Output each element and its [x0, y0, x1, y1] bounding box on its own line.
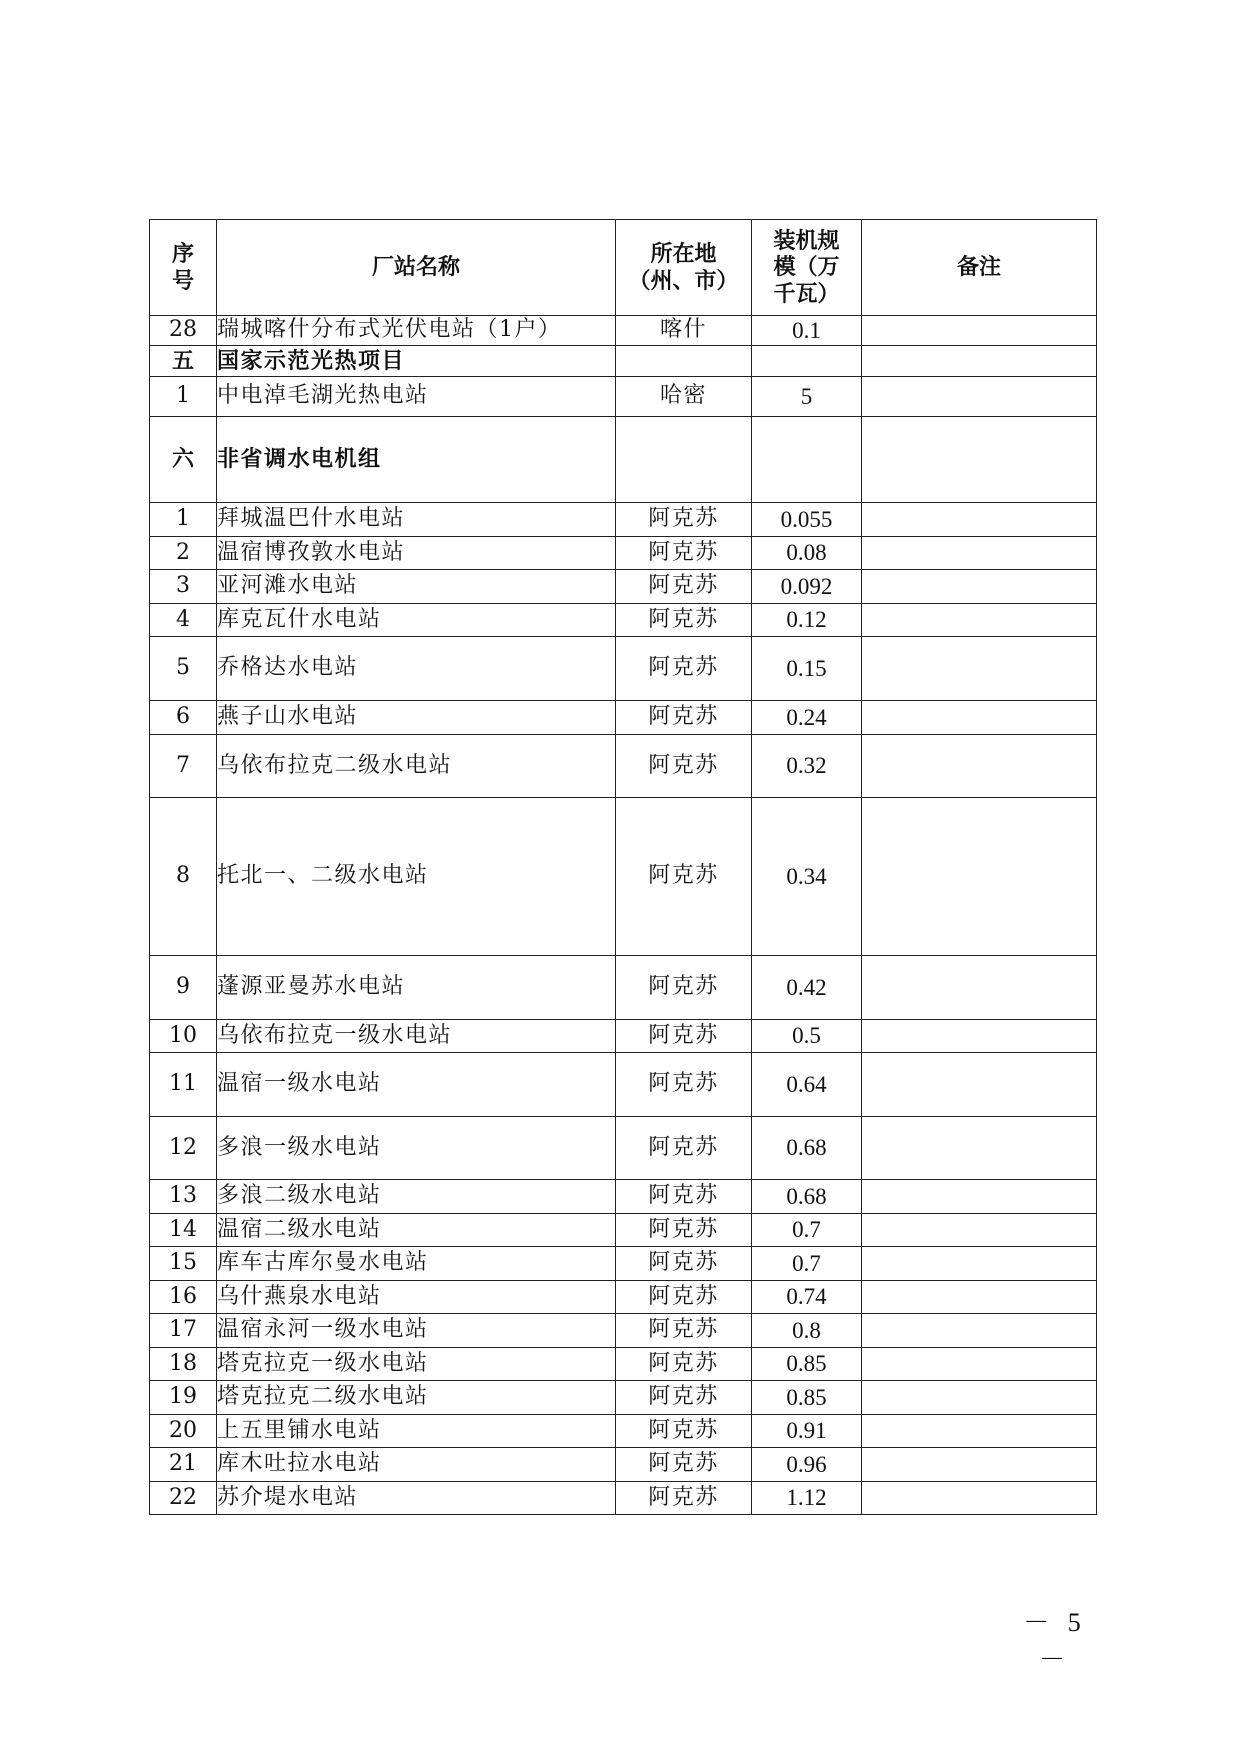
row-note — [862, 1247, 1097, 1281]
row-seq: 1 — [150, 503, 217, 537]
row-name: 温宿一级水电站 — [217, 1053, 616, 1117]
row-name: 托北一、二级水电站 — [217, 798, 616, 956]
row-name: 中电淖毛湖光热电站 — [217, 377, 616, 417]
row-capacity: 0.68 — [752, 1180, 862, 1214]
table-row — [150, 1117, 1097, 1180]
row-location: 阿克苏 — [616, 1448, 752, 1482]
row-capacity: 0.74 — [752, 1281, 862, 1314]
row-capacity: 0.64 — [752, 1053, 862, 1117]
table-row — [150, 537, 1097, 570]
table-row — [150, 798, 1097, 956]
row-seq: 1 — [150, 377, 217, 417]
row-location: 阿克苏 — [616, 956, 752, 1020]
row-name: 库克瓦什水电站 — [217, 604, 616, 637]
row-seq: 10 — [150, 1020, 217, 1053]
table-row — [150, 1314, 1097, 1348]
row-name: 温宿永河一级水电站 — [217, 1314, 616, 1348]
row-note — [862, 637, 1097, 701]
header-location: 所在地（州、市） — [616, 220, 752, 316]
row-capacity: 0.092 — [752, 570, 862, 604]
row-capacity: 0.8 — [752, 1314, 862, 1348]
row-name: 上五里铺水电站 — [217, 1415, 616, 1448]
row-seq: 9 — [150, 956, 217, 1020]
row-seq: 20 — [150, 1415, 217, 1448]
row-name: 亚河滩水电站 — [217, 570, 616, 604]
row-capacity: 0.12 — [752, 604, 862, 637]
row-name: 塔克拉克二级水电站 — [217, 1381, 616, 1415]
row-seq: 21 — [150, 1448, 217, 1482]
row-location: 阿克苏 — [616, 798, 752, 956]
row-location — [616, 417, 752, 503]
row-seq: 7 — [150, 735, 217, 798]
row-location: 哈密 — [616, 377, 752, 417]
row-seq: 4 — [150, 604, 217, 637]
row-seq: 5 — [150, 637, 217, 701]
row-seq: 14 — [150, 1214, 217, 1247]
row-name: 拜城温巴什水电站 — [217, 503, 616, 537]
row-note — [862, 537, 1097, 570]
row-note — [862, 735, 1097, 798]
row-capacity: 0.85 — [752, 1381, 862, 1415]
row-name: 乌依布拉克二级水电站 — [217, 735, 616, 798]
row-capacity: 0.7 — [752, 1214, 862, 1247]
row-capacity: 0.32 — [752, 735, 862, 798]
table-row — [150, 1448, 1097, 1482]
row-location: 阿克苏 — [616, 1348, 752, 1381]
row-capacity: 0.5 — [752, 1020, 862, 1053]
row-name: 多浪一级水电站 — [217, 1117, 616, 1180]
row-seq: 8 — [150, 798, 217, 956]
row-note — [862, 798, 1097, 956]
table-row — [150, 1348, 1097, 1381]
row-location: 阿克苏 — [616, 1180, 752, 1214]
row-location: 阿克苏 — [616, 1482, 752, 1515]
row-name: 瑞城喀什分布式光伏电站（1户） — [217, 316, 616, 346]
row-location: 阿克苏 — [616, 1247, 752, 1281]
row-note — [862, 956, 1097, 1020]
row-seq: 15 — [150, 1247, 217, 1281]
row-note — [862, 1180, 1097, 1214]
row-name: 库车古库尔曼水电站 — [217, 1247, 616, 1281]
row-note — [862, 1281, 1097, 1314]
row-capacity: 0.1 — [752, 316, 862, 346]
row-location: 阿克苏 — [616, 503, 752, 537]
row-location: 阿克苏 — [616, 637, 752, 701]
row-note — [862, 1214, 1097, 1247]
table-row — [150, 1214, 1097, 1247]
row-seq: 六 — [150, 417, 217, 503]
row-capacity: 0.96 — [752, 1448, 862, 1482]
row-location: 阿克苏 — [616, 604, 752, 637]
row-note — [862, 1482, 1097, 1515]
row-location: 阿克苏 — [616, 1314, 752, 1348]
section-row — [150, 346, 1097, 377]
row-note — [862, 1348, 1097, 1381]
row-capacity — [752, 346, 862, 377]
row-name: 库木吐拉水电站 — [217, 1448, 616, 1482]
row-name: 苏介堤水电站 — [217, 1482, 616, 1515]
row-note — [862, 377, 1097, 417]
table-row — [150, 735, 1097, 798]
row-note — [862, 1020, 1097, 1053]
row-note — [862, 701, 1097, 735]
row-capacity: 0.42 — [752, 956, 862, 1020]
table-row — [150, 1415, 1097, 1448]
row-note — [862, 1314, 1097, 1348]
row-capacity: 0.24 — [752, 701, 862, 735]
row-seq: 11 — [150, 1053, 217, 1117]
table-row — [150, 956, 1097, 1020]
row-note — [862, 1381, 1097, 1415]
row-seq: 18 — [150, 1348, 217, 1381]
row-location: 阿克苏 — [616, 1214, 752, 1247]
row-name: 塔克拉克一级水电站 — [217, 1348, 616, 1381]
row-seq: 3 — [150, 570, 217, 604]
row-location: 阿克苏 — [616, 1020, 752, 1053]
row-capacity: 0.7 — [752, 1247, 862, 1281]
table-row — [150, 1381, 1097, 1415]
row-capacity: 0.055 — [752, 503, 862, 537]
header-capacity: 装机规模（万千瓦） — [752, 220, 862, 316]
row-name: 乌依布拉克一级水电站 — [217, 1020, 616, 1053]
row-note — [862, 604, 1097, 637]
row-capacity: 0.68 — [752, 1117, 862, 1180]
row-capacity: 0.15 — [752, 637, 862, 701]
header-name: 厂站名称 — [217, 220, 616, 316]
row-note — [862, 316, 1097, 346]
row-note — [862, 570, 1097, 604]
row-capacity: 5 — [752, 377, 862, 417]
row-seq: 17 — [150, 1314, 217, 1348]
row-note — [862, 1448, 1097, 1482]
table-row — [150, 503, 1097, 537]
table-row — [150, 1020, 1097, 1053]
row-capacity: 0.08 — [752, 537, 862, 570]
table-row — [150, 570, 1097, 604]
row-seq: 2 — [150, 537, 217, 570]
table-row — [150, 1482, 1097, 1515]
row-name: 乌什燕泉水电站 — [217, 1281, 616, 1314]
row-seq: 19 — [150, 1381, 217, 1415]
row-location: 阿克苏 — [616, 570, 752, 604]
row-note — [862, 503, 1097, 537]
row-note — [862, 417, 1097, 503]
row-name: 蓬源亚曼苏水电站 — [217, 956, 616, 1020]
row-name: 非省调水电机组 — [217, 417, 616, 503]
table-row — [150, 637, 1097, 701]
row-name: 乔格达水电站 — [217, 637, 616, 701]
row-location: 阿克苏 — [616, 1281, 752, 1314]
row-note — [862, 1117, 1097, 1180]
page-number: － 5 － — [1023, 1608, 1087, 1674]
row-seq: 五 — [150, 346, 217, 377]
row-capacity: 0.34 — [752, 798, 862, 956]
table-body — [150, 316, 1097, 1515]
row-capacity: 0.91 — [752, 1415, 862, 1448]
table-row — [150, 604, 1097, 637]
row-location — [616, 346, 752, 377]
row-location: 阿克苏 — [616, 1381, 752, 1415]
table-row — [150, 1180, 1097, 1214]
row-location: 阿克苏 — [616, 1117, 752, 1180]
row-name: 多浪二级水电站 — [217, 1180, 616, 1214]
row-capacity: 0.85 — [752, 1348, 862, 1381]
row-capacity — [752, 417, 862, 503]
power-station-table — [149, 219, 1097, 1515]
section-row — [150, 417, 1097, 503]
row-note — [862, 346, 1097, 377]
table-header — [150, 220, 1097, 316]
table-row — [150, 377, 1097, 417]
row-seq: 16 — [150, 1281, 217, 1314]
row-location: 阿克苏 — [616, 701, 752, 735]
table-row — [150, 1053, 1097, 1117]
row-name: 温宿二级水电站 — [217, 1214, 616, 1247]
table-row — [150, 1247, 1097, 1281]
header-note: 备注 — [862, 220, 1097, 316]
row-name: 温宿博孜敦水电站 — [217, 537, 616, 570]
row-seq: 22 — [150, 1482, 217, 1515]
header-seq: 序号 — [150, 220, 217, 316]
table-row — [150, 701, 1097, 735]
row-capacity: 1.12 — [752, 1482, 862, 1515]
row-location: 阿克苏 — [616, 537, 752, 570]
row-location: 阿克苏 — [616, 735, 752, 798]
row-seq: 13 — [150, 1180, 217, 1214]
row-location: 阿克苏 — [616, 1053, 752, 1117]
row-location: 喀什 — [616, 316, 752, 346]
table-row — [150, 1281, 1097, 1314]
row-seq: 6 — [150, 701, 217, 735]
row-note — [862, 1053, 1097, 1117]
row-seq: 28 — [150, 316, 217, 346]
row-name: 国家示范光热项目 — [217, 346, 616, 377]
row-name: 燕子山水电站 — [217, 701, 616, 735]
row-seq: 12 — [150, 1117, 217, 1180]
table-row — [150, 316, 1097, 346]
row-location: 阿克苏 — [616, 1415, 752, 1448]
row-note — [862, 1415, 1097, 1448]
